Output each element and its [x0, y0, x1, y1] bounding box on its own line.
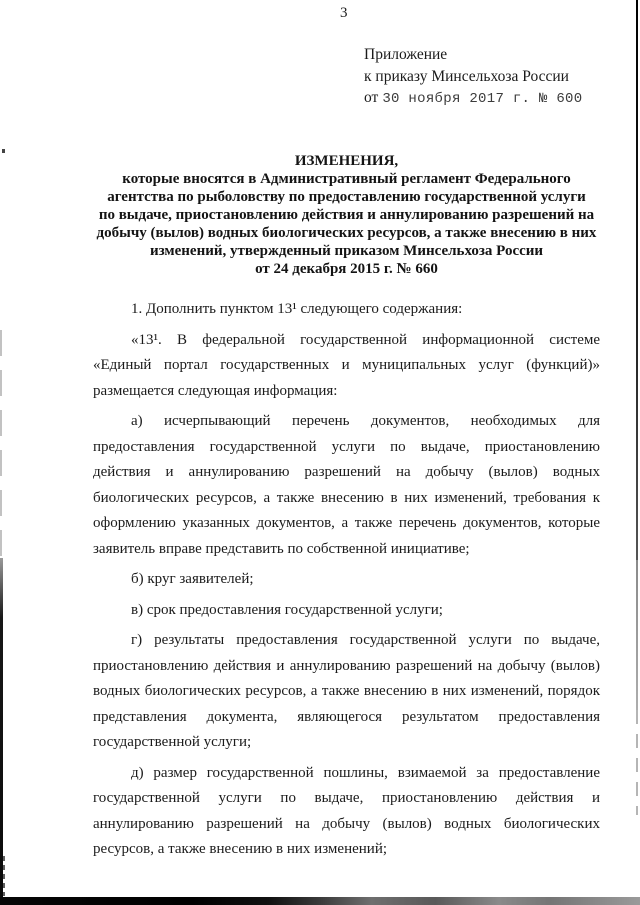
body-paragraph — [93, 297, 600, 323]
body-line: оформлению указанных документов, а также перечень документов, которые — [93, 515, 600, 531]
body-line: б) круг заявителей; — [131, 571, 254, 587]
body-line: действия и аннулированию разрешений на добычу (вылов) водных — [93, 464, 600, 480]
body-paragraph — [93, 409, 600, 562]
scan-artifact-left-dashes — [0, 330, 2, 558]
body-line: водных биологических ресурсов, а также внесению в них изменений, порядок — [93, 683, 600, 699]
scan-speck — [2, 149, 5, 153]
scan-artifact-left-dashes-lower — [3, 856, 5, 896]
appendix-date-prefix: от — [364, 89, 379, 106]
body-paragraph — [93, 761, 600, 863]
title-line: агентства по рыболовству по предоставлению государственной услуги — [107, 189, 586, 205]
body-paragraph — [93, 628, 600, 756]
body-line: представления документа, являющегося результатом предоставления — [93, 708, 600, 725]
title-line: которые вносятся в Административный регламент Федерального — [122, 171, 571, 187]
scan-artifact-left-line — [0, 558, 3, 905]
body-line: заявитель вправе представить по собственной инициативе; — [93, 540, 470, 557]
body-line: размещается следующая информация: — [93, 382, 338, 399]
page-number: 3 — [340, 5, 348, 21]
body-line: в) срок предоставления государственной услуги; — [131, 601, 443, 618]
body-line: а) исчерпывающий перечень документов, необходимых для — [131, 413, 600, 429]
scan-artifact-right-line-faded — [636, 560, 638, 710]
title-line: ИЗМЕНЕНИЯ, — [294, 153, 399, 169]
body-line: предоставления государственной услуги по выдаче, приостановлению — [93, 438, 600, 455]
body-line: «Единый портал государственных и муниципальных услуг (функций)» — [93, 357, 600, 373]
body-paragraph — [93, 567, 600, 593]
body-line: ресурсов, а также внесению в них изменений; — [93, 841, 388, 857]
body-line: приостановлению действия и аннулированию разрешений на добычу (вылов) — [93, 657, 600, 674]
scan-artifact-right-line — [636, 0, 638, 560]
body-line: государственной услуги; — [93, 734, 252, 750]
title-line: изменений, утвержденный приказом Минсельхоза России — [149, 243, 544, 259]
appendix-block — [364, 44, 582, 111]
body-line: «13¹. В федеральной государственной информационной системе — [131, 331, 600, 348]
appendix-date-typed: 30 ноября 2017 г. № 600 — [382, 91, 583, 107]
scan-artifact-right-dashes — [636, 710, 638, 815]
body-paragraph — [93, 598, 600, 624]
title-line: от 24 декабря 2015 г. № 660 — [255, 261, 438, 277]
appendix-date-line — [364, 87, 582, 111]
body-line: д) размер государственной пошлины, взимаемой за предоставление — [131, 764, 600, 781]
appendix-line: Приложение — [364, 46, 448, 63]
title-line: по выдаче, приостановлению действия и аннулированию разрешений на — [98, 207, 595, 223]
body-line: государственной услуги по выдаче, приостановлению действия и — [93, 790, 600, 806]
title-line: добычу (вылов) водных биологических ресурсов, а также внесению в них — [96, 225, 597, 241]
appendix-line: к приказу Минсельхоза России — [364, 67, 569, 85]
body-paragraph — [93, 328, 600, 405]
body-line: 1. Дополнить пунктом 13¹ следующего содержания: — [131, 301, 463, 317]
body-line: аннулированию разрешений на добычу (вылов) водных биологических — [93, 815, 600, 832]
body-line: г) результаты предоставления государственной услуги по выдаче, — [131, 632, 600, 648]
document-body — [93, 297, 600, 863]
document-title — [93, 152, 600, 278]
body-line: биологических ресурсов, а также внесению в них изменений, требования к — [93, 489, 600, 506]
scan-artifact-bottom-band — [0, 897, 640, 905]
